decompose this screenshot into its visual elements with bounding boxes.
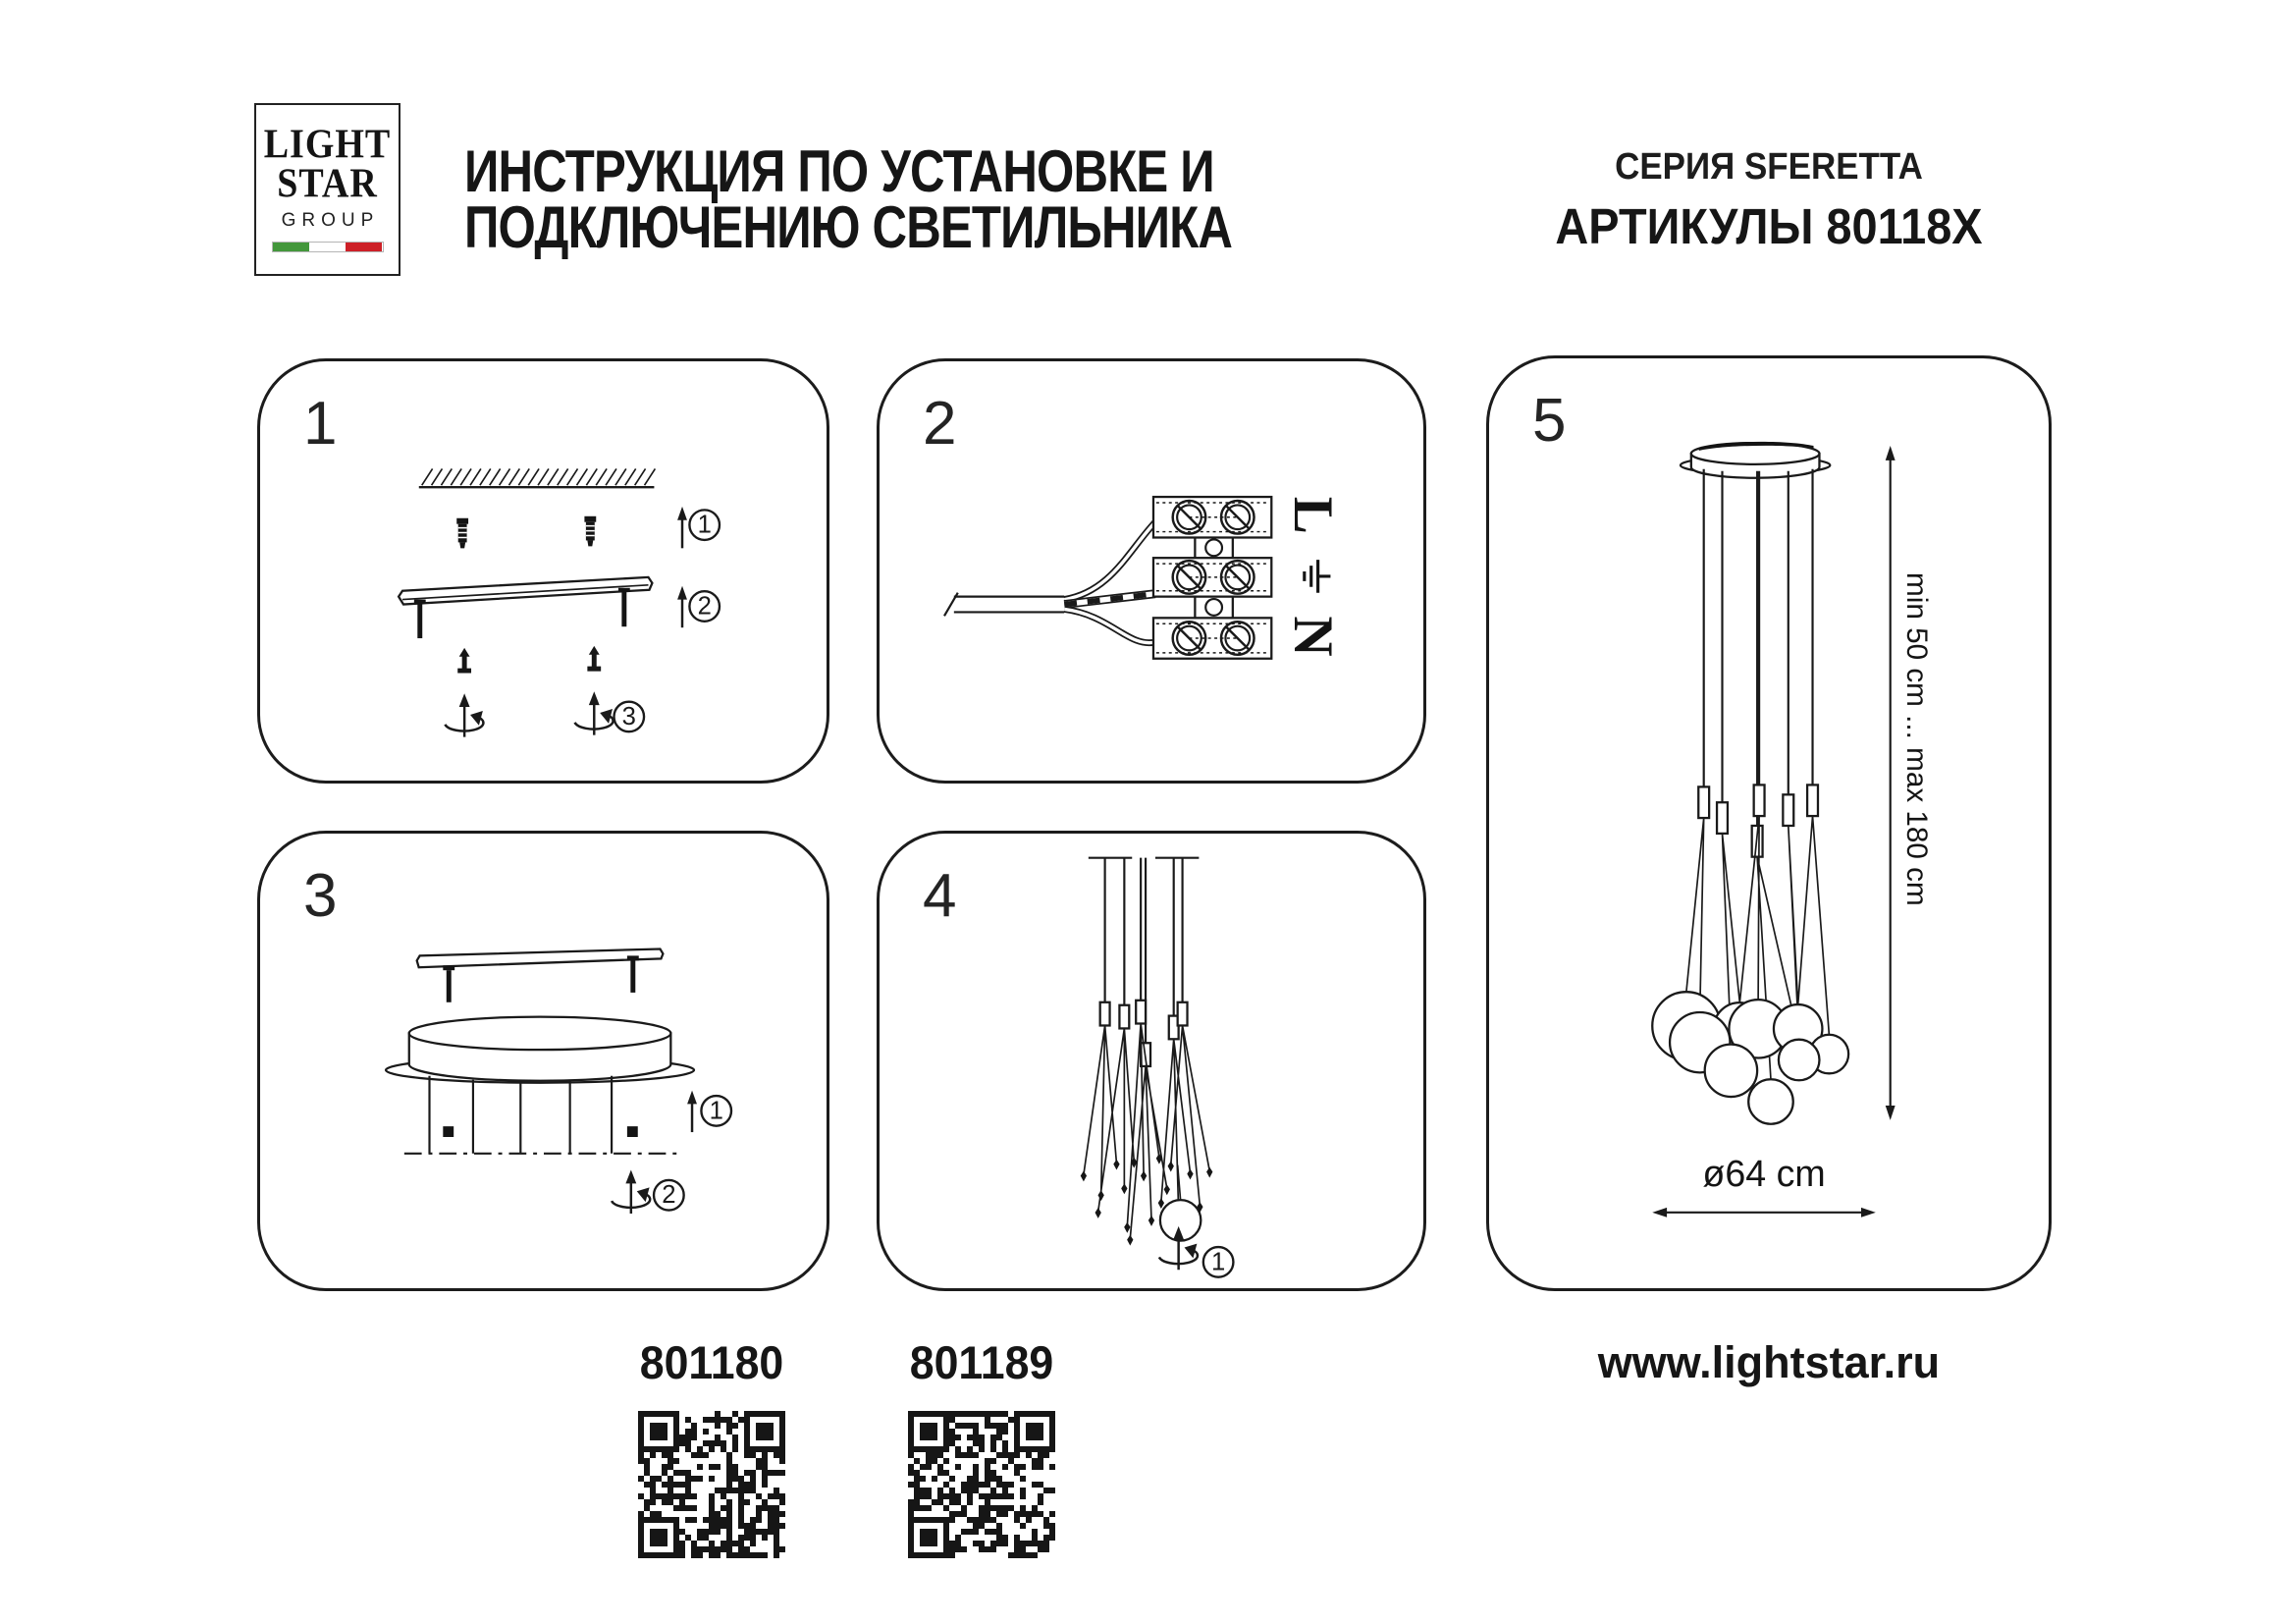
- qr-code-801180: [638, 1411, 785, 1558]
- glass-sphere: [1160, 1165, 1201, 1241]
- ground-symbol-icon: [1305, 560, 1331, 593]
- panel-number-1: 1: [303, 390, 338, 458]
- svg-text:2: 2: [697, 592, 712, 621]
- qr-code-801189: [908, 1411, 1055, 1558]
- terminal-block: [1153, 497, 1271, 659]
- step-panel-4: [877, 831, 1426, 1291]
- wall-plug-icon: [456, 518, 468, 549]
- diagram-assembled-fixture: [1489, 358, 2049, 1288]
- step-badge-2: [689, 591, 720, 622]
- step-badge-2: [654, 1180, 684, 1211]
- step-badge-1: [689, 510, 720, 540]
- supply-cable: [944, 593, 1064, 617]
- terminal-screw-icon: [1173, 622, 1206, 655]
- step-badge-1: [701, 1096, 731, 1126]
- terminal-screw-icon: [1173, 501, 1206, 534]
- diameter-dimension: [1652, 1153, 1876, 1218]
- mounting-bracket: [417, 948, 664, 1001]
- wire-neutral: [1064, 609, 1155, 642]
- step-panel-5: [1486, 355, 2052, 1291]
- arrow-up-step2: [677, 586, 687, 627]
- panel-number-4: 4: [923, 862, 957, 930]
- mounting-bracket: [399, 577, 652, 638]
- terminal-label-neutral: N: [1282, 616, 1345, 657]
- screw-rotation-icon: [445, 693, 483, 736]
- diagram-ceiling-anchors: [260, 361, 827, 781]
- page-title: [464, 138, 1233, 260]
- terminal-screw-icon: [1221, 622, 1255, 655]
- pendant-cords: [1100, 858, 1188, 1066]
- italian-flag-icon: [273, 243, 383, 251]
- logo-word-group: GROUP: [281, 210, 380, 231]
- website-link: www.lightstar.ru: [1597, 1337, 1941, 1387]
- step-panel-2: [877, 358, 1426, 784]
- diagram-bulb-install: [880, 834, 1423, 1288]
- arrow-up-step1: [687, 1091, 697, 1132]
- canopy-cylinder: [409, 1017, 671, 1081]
- ceiling-hatch: [419, 468, 656, 487]
- screw-rotation-icon: [575, 691, 614, 734]
- screw-icon: [587, 646, 601, 672]
- terminal-screw-icon: [1221, 561, 1255, 594]
- page-title-line1: ИНСТРУКЦИЯ ПО УСТАНОВКЕ И: [464, 138, 1214, 204]
- svg-text:2: 2: [662, 1181, 676, 1210]
- panel-number-5: 5: [1532, 387, 1567, 455]
- logo-word-light: LIGHT: [263, 121, 392, 168]
- svg-text:3: 3: [621, 702, 636, 731]
- diameter-label: ø64 cm: [1702, 1153, 1826, 1195]
- article-code-801189: 801189: [909, 1336, 1054, 1388]
- page-title-line2: ПОДКЛЮЧЕНИЮ СВЕТИЛЬНИКА: [464, 194, 1233, 260]
- svg-text:1: 1: [697, 511, 712, 539]
- step-panel-1: [257, 358, 829, 784]
- step-panel-3: [257, 831, 829, 1291]
- lightstar-logo: [254, 103, 400, 276]
- panel-number-2: 2: [923, 390, 957, 458]
- svg-text:1: 1: [1210, 1248, 1226, 1276]
- articles-label: АРТИКУЛЫ 80118X: [1555, 198, 1983, 254]
- terminal-screw-icon: [1173, 561, 1206, 594]
- article-code-801180: 801180: [639, 1336, 784, 1388]
- pendant-cords: [404, 1076, 683, 1154]
- step-badge-1: [1203, 1247, 1234, 1277]
- sphere-cluster: [1652, 992, 1848, 1124]
- height-dimension: [1886, 446, 1933, 1120]
- panel-number-3: 3: [303, 862, 338, 930]
- diagram-canopy-mounting: [260, 834, 827, 1288]
- terminal-screw-icon: [1221, 501, 1255, 534]
- wall-plug-icon: [584, 516, 596, 547]
- height-range-label: min 50 cm ... max 180 cm: [1899, 572, 1933, 906]
- terminal-label-line: L: [1282, 496, 1345, 534]
- diagram-wiring: [880, 361, 1423, 781]
- series-label: СЕРИЯ SFERETTA: [1615, 146, 1923, 188]
- screw-rotation-icon: [612, 1170, 650, 1214]
- wire-line: [1064, 522, 1155, 600]
- logo-word-star: STAR: [277, 160, 378, 207]
- arrow-up-step1: [677, 507, 687, 548]
- screw-icon: [457, 648, 471, 674]
- svg-text:1: 1: [709, 1097, 723, 1125]
- pendant-cords: [1698, 469, 1818, 857]
- step-badge-3: [614, 702, 644, 732]
